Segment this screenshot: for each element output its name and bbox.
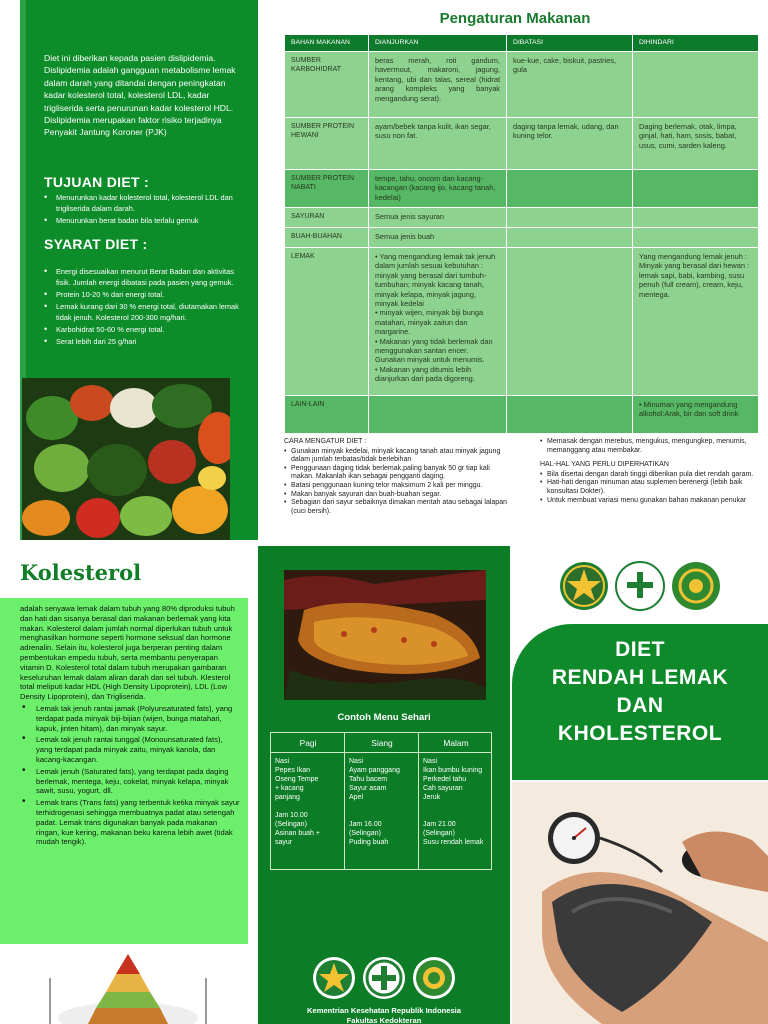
table-row	[285, 118, 759, 170]
syarat-item: • Protein 10-20 % dari energi total.	[44, 289, 240, 300]
table-cell: LAIN-LAIN	[285, 396, 369, 434]
menu-item: + kacang	[275, 785, 304, 792]
food-guide-title: Pengaturan Makanan	[439, 10, 591, 27]
menu-item: Jam 10.00	[275, 812, 308, 819]
faculty-line: Fakultas Kedokteran	[346, 1015, 422, 1024]
list-item: • Gunakan minyak kedelai, minyak kacang tanah atau minyak jagung dalam jumlah terbatas/tidak berlebihan	[284, 448, 514, 465]
column-header: BAHAN MAKANAN	[285, 35, 369, 52]
menu-item: Oseng Tempe	[275, 776, 319, 783]
list-item: • Memasak dengan merebus, mengukus, mengungkep, menumis, memanggang atau membakar.	[540, 438, 760, 455]
intro-paragraph: Diet ini diberikan kepada pasien dislipidemia. Dislipidemia adalah gangguan metabolisme lemak dalam darah yang ditandai dengan peningkatan kadar kolesterol total, kolesterol LDL, kadar trigliserida serta penurunan kadar kolesterol HDL. Dislipidemia merupakan faktor risiko terjadinya Penyakit Jantung Koroner (PJK)	[44, 53, 236, 138]
menu-item: Jam 21.00	[423, 821, 456, 828]
vegetables-photo	[22, 378, 230, 540]
muhammadiyah-seal-icon	[560, 562, 608, 610]
list-item: • Sebagian dari sayur sebaiknya dimakan mentah atau sebagai lalapan (cuci bersih).	[284, 499, 514, 516]
table-cell	[507, 228, 633, 248]
menu-item: Ayam panggang	[349, 767, 400, 774]
menu-column-siang	[345, 757, 419, 847]
column-header: DIBATASI	[507, 35, 633, 52]
menu-column-header: Pagi	[299, 738, 317, 748]
kolesterol-paragraph: adalah senyawa lemak dalam tubuh yang 80% diproduksi tubuh dan hati dan sisanya berasal dari makanan berlemak yang kita makan. Kolesterol dalam jumlah normal diperlukan tubuh untuk menghasilkan hormone seperti hormone seksual dan hormone adrenalin. Selain itu, kolesterol juga berperan penting dalam pembentukan empedu tubuh, serta membantu penyerapan vitamin D. Kolesterol total dalam tubuh merupakan gambaran keseluruhan lemak dalam aliran darah dan sel tubuh. Klesterol total meliputi kadar HDL (High Density Lipoprotein), LDL (Low Density Lipoprotein), dan Trigliserida.	[20, 604, 235, 702]
attention-notes-title: HAL-HAL YANG PERLU DIPERHATIKAN	[540, 461, 669, 469]
menu-item: Sayur asam	[349, 785, 387, 792]
menu-spacer	[423, 802, 493, 811]
menu-item: Perkedel tahu	[423, 776, 467, 783]
syarat-diet-heading: SYARAT DIET :	[44, 236, 148, 252]
column-header: DIANJURKAN	[369, 35, 507, 52]
cover-title-line: DIET	[615, 638, 665, 661]
muhammadiyah-seal-icon	[313, 957, 355, 999]
table-cell: SUMBER PROTEIN HEWANI	[285, 118, 369, 170]
bakti-husada-icon	[363, 957, 405, 999]
menu-item: Tahu bacem	[349, 776, 388, 783]
table-row	[285, 170, 759, 208]
table-cell	[633, 52, 759, 118]
food-guide-panel	[262, 0, 768, 540]
cover-title-line: RENDAH LEMAK	[551, 666, 729, 689]
table-cell: Daging berlemak, otak, limpa, ginjal, hati, ham, sosis, babat, usus, cumi, sarden kaleng.	[633, 118, 759, 170]
menu-item: sayur	[275, 839, 293, 846]
table-cell: Semua jenis sayuran	[369, 208, 507, 228]
blood-pressure-photo	[512, 782, 768, 1024]
cover-logo-row	[512, 558, 768, 614]
list-item: • Untuk membuat variasi menu gunakan bahan makanan penukar	[540, 497, 760, 506]
table-cell: • Yang mengandung lemak tak jenuh dalam jumlah sesuai kebutuhan : minyak yang berasal dari tumbuh-tumbuhan; minyak kacang tanah, minyak kelapa, minyak jagung, minyak kedelai • minyak wijen, minyak biji bunga matahari, minyak zaitun dan margarine. • Makanan yang tidak berlemak dan menggunakan santan encer. Gunakan minyak untuk menumis. • Makanan yang ditumis lebih dianjurkan dari pada digoreng.	[369, 248, 507, 396]
menu-item: Cah sayuran	[423, 785, 463, 792]
attention-notes-list	[540, 471, 760, 505]
table-row	[285, 396, 759, 434]
table-cell: kue-kue, cake, biskuit, pastries, gula	[507, 52, 633, 118]
table-cell: ayam/bebek tanpa kulit, ikan segar, susu non fat.	[369, 118, 507, 170]
list-item: • Lemak trans (Trans fats) yang terbentuk ketika minyak sayur terhidrogenasi sehingga membuatnya padat atau setengah padat. Lemak trans digunakan banyak pada makanan ringan, kue kering, makanan beku karena lebih awet (tidak mudah tengik).	[20, 798, 240, 847]
menu-item: (Selingan)	[349, 830, 381, 837]
list-item: • Lemak jenuh (Saturated fats), yang terdapat pada daging berlemak, mentega, keju, cokelat, minyak kelapa, minyak sawit, susu, yogurt, dll.	[20, 767, 240, 796]
list-item: • Lemak tak jenuh rantai jamak (Polyunsaturated fats), yang terdapat pada minyak biji-bijian (wijen, bunga matahari, kapuk, jinten hitam), dan minyak sayur.	[20, 704, 240, 733]
menu-item: (Selingan)	[423, 830, 455, 837]
tujuan-item: • Menurunkan kadar kolesterol total, kolesterol LDL dan trigliserida dalam darah.	[44, 192, 240, 214]
menu-column-pagi	[271, 757, 345, 847]
grilled-fish-photo	[284, 570, 486, 700]
syarat-item: • Energi disesuaikan menurut Berat Badan dan aktivitas fisik. Jumlah energi dibatasi pada pasien yang gemuk.	[44, 266, 240, 288]
table-cell	[633, 170, 759, 208]
syarat-item: • Serat lebih dari 25 g/hari	[44, 336, 240, 347]
list-item: • Hati-hati dengan minuman atau suplemen berenergi (lebih baik konsultasi Dokter).	[540, 479, 760, 496]
menu-item: Jeruk	[423, 794, 441, 801]
menu-item: Nasi	[349, 758, 364, 765]
table-cell: Semua jenis buah	[369, 228, 507, 248]
table-cell	[507, 170, 633, 208]
ministry-line: Kementrian Kesehatan Republik Indonesia	[306, 1006, 462, 1015]
food-pyramid-photo	[32, 948, 224, 1024]
table-row	[285, 228, 759, 248]
menu-spacer	[349, 811, 419, 820]
menu-spacer	[349, 802, 419, 811]
column-header: DIHINDARI	[633, 35, 759, 52]
menu-column-header: Malam	[443, 738, 469, 748]
menu-column-header: Siang	[371, 738, 393, 748]
table-row	[285, 248, 759, 396]
table-cell: LEMAK	[285, 248, 369, 396]
syarat-item: • Lemak kurang dari 30 % energi total, diutamakan lemak tidak jenuh. Kolesterol 200-300 mg/hari.	[44, 301, 240, 323]
table-cell: SUMBER KARBOHIDRAT	[285, 52, 369, 118]
table-cell: Yang mengandung lemak jenuh : Minyak yang berasal dari hewan : lemak sapi, babi, kambing, susu penuh (full cream), cream, keju, mentega.	[633, 248, 759, 396]
table-cell	[507, 248, 633, 396]
menu-spacer	[275, 802, 345, 811]
menu-item: Apel	[349, 794, 364, 801]
menu-item: Nasi	[275, 758, 290, 765]
tujuan-item: • Menurunkan berat badan bila terlalu gemuk	[44, 215, 240, 226]
table-cell	[507, 396, 633, 434]
table-cell: • Minuman yang mengandung alkohol:Arak, bir dan soft drink	[633, 396, 759, 434]
bakti-husada-icon	[616, 562, 664, 610]
menu-item: panjang	[275, 794, 300, 801]
menu-title: Contoh Menu Sehari	[337, 712, 431, 723]
table-cell: SUMBER PROTEIN NABATI	[285, 170, 369, 208]
table-cell: tempe, tahu, oncom dan kacang-kacangan (kacang ijo, kacang tanah, kedelai)	[369, 170, 507, 208]
list-item: • Lemak tak jenuh rantai tunggal (Monounsaturated fats), yang terdapat pada minyak zaitu, minyak kanola, dan kacang-kacangan.	[20, 735, 240, 764]
tujuan-diet-list	[44, 192, 240, 227]
menu-item: Jam 16.00	[349, 821, 382, 828]
menu-logo-row	[258, 954, 510, 1002]
food-guide-table	[284, 34, 759, 434]
table-cell: SAYURAN	[285, 208, 369, 228]
table-cell	[633, 228, 759, 248]
cover-panel	[512, 546, 768, 1024]
table-cell: BUAH-BUAHAN	[285, 228, 369, 248]
kolesterol-title: Kolesterol	[20, 560, 142, 585]
menu-header-row	[271, 733, 491, 753]
tujuan-diet-heading: TUJUAN DIET :	[44, 174, 150, 190]
list-item: • Bila disertai dengan darah tinggi diberikan pula diet rendah garam.	[540, 471, 760, 480]
cover-title	[512, 636, 768, 748]
list-item: • Makan banyak sayuran dan buah-buahan segar.	[284, 491, 514, 500]
menu-panel	[258, 546, 510, 1024]
cover-title-line: DAN	[616, 694, 664, 717]
edge-bar	[0, 0, 20, 540]
menu-item: (Selingan)	[275, 821, 307, 828]
menu-spacer	[423, 811, 493, 820]
list-item: • Batasi penggunaan kuning telor maksimum 2 kali per minggu.	[284, 482, 514, 491]
diet-tips	[284, 438, 514, 516]
kolesterol-panel	[0, 546, 258, 1024]
menu-item: Nasi	[423, 758, 438, 765]
university-seal-icon	[413, 957, 455, 999]
university-seal-icon	[672, 562, 720, 610]
menu-column-malam	[419, 757, 493, 847]
list-item: • Penggunaan daging tidak berlemak,paling banyak 50 gr tiap kali makan. Makanlah ikan sebagai pengganti daging.	[284, 465, 514, 482]
syarat-diet-list	[44, 266, 240, 348]
menu-item: Ikan bumbu kuning	[423, 767, 483, 774]
table-header-row	[285, 35, 759, 52]
menu-item: Asinan buah +	[275, 830, 320, 837]
diet-tips-list	[284, 448, 514, 517]
cooking-list	[540, 438, 760, 455]
menu-item: Puding buah	[349, 839, 389, 846]
intro-panel	[0, 0, 258, 540]
daily-menu-table	[270, 732, 492, 870]
kolesterol-info-box	[0, 598, 248, 944]
ministry-credit	[258, 1006, 510, 1024]
table-cell: beras merah, roti gandum, havermout, makaroni, jagung, kentang, ubi dan talas, sereal (hidrat arang kompleks yang banyak mengandung serat).	[369, 52, 507, 118]
attention-notes	[540, 438, 760, 505]
table-cell	[633, 208, 759, 228]
fat-types-list	[20, 704, 240, 847]
menu-item: Pepes Ikan	[275, 767, 311, 774]
table-row	[285, 52, 759, 118]
table-row	[285, 208, 759, 228]
table-cell	[507, 208, 633, 228]
diet-tips-title: CARA MENGATUR DIET :	[284, 438, 367, 445]
table-cell: daging tanpa lemak, udang, dan kuning telor.	[507, 118, 633, 170]
menu-item: Susu rendah lemak	[423, 839, 484, 846]
cover-title-line: KHOLESTEROL	[557, 722, 723, 745]
table-cell	[369, 396, 507, 434]
syarat-item: • Karbohidrat 50-60 % energi total.	[44, 324, 240, 335]
